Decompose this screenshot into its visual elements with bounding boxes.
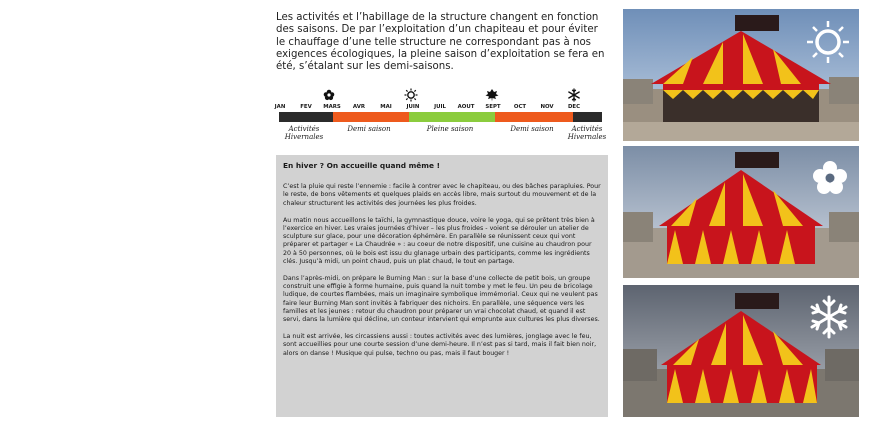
- month-label-mar: MARS: [323, 104, 341, 110]
- tent-photo-summer: [623, 9, 859, 141]
- box-paragraph: C’est la pluie qui reste l’ennemie : facile à contrer avec le chapiteau, ou des bâches parapluies. Pour le reste, de bons vêtements et quelques plaids en accès libre, mais surtout du mouvement et de la chaleur structurent les activités des journées les plus froides.: [283, 183, 601, 207]
- season-label-winter-right: Activités Hivernales: [567, 125, 607, 141]
- month-label-dec: DEC: [567, 104, 581, 110]
- month-label-feb: FEV: [300, 104, 312, 110]
- sun-icon: [404, 88, 418, 102]
- tent-photo-winter: [623, 285, 859, 417]
- month-label-apr: AVR: [352, 104, 366, 110]
- mid-season-bar-autumn: [495, 112, 573, 122]
- box-paragraph: Dans l’après-midi, on prépare le Burning Man : sur la base d’une collecte de petit bois, un groupe construit une effigie à forme humaine, puis quand la nuit tombe y met le feu. Un peu de bricolage ludique, de courtes flambées, mais un imaginaire symbolique immémorial. Ceux qui ne veulent pas faire leur Burning Man sont invités à fabriquer des nichoirs. En parallèle, une séquence vers les familles et les jeunes : retour du chaudron pour préparer un vrai chocolat chaud, et quand il est servi, dans la lumière qui décline, un conteur intervient qui emprunte aux cultures les plus diverses.: [283, 275, 600, 324]
- intro-text: [276, 12, 606, 73]
- month-label-aug: AOUT: [457, 104, 475, 110]
- box-paragraph: La nuit est arrivée, les circassiens aussi : toutes activités avec des lumières, jonglage avec le feu, sont accueillies pour une courte session d’une demi-heure. Il n’est pas si tard, mais il fait bien noir, alors on danse ! Musique qui pulse, techno ou pas, mais il faut bouger !: [283, 333, 597, 357]
- month-label-jun: JUIN: [406, 104, 420, 110]
- month-label-oct: OCT: [513, 104, 527, 110]
- winter-activities-box: [276, 155, 608, 417]
- mid-season-bar-spring: [333, 112, 409, 122]
- season-label-mid-spring: Demi saison: [347, 125, 391, 133]
- month-label-jul: JUIL: [434, 104, 446, 110]
- seasons-timeline: [276, 88, 606, 148]
- winter-bar-left: [279, 112, 333, 122]
- season-label-winter-left: Activités Hivernales: [284, 125, 324, 141]
- flower-icon: [322, 88, 336, 102]
- month-label-may: MAI: [380, 104, 392, 110]
- full-season-bar: [409, 112, 495, 122]
- box-title: En hiver ? On accueille quand même !: [283, 161, 440, 170]
- winter-bar-right: [573, 112, 602, 122]
- intro-paragraph: Les activités et l’habillage de la structure changent en fonction des saisons. De par l’exploitation d’un chapiteau et pour éviter le chauffage d’une telle structure ne correspondant pas à nos exigences écologiques, la pleine saison d’exploitation se fera en été, s’étalant sur les demi-saisons.: [276, 12, 605, 73]
- month-label-nov: NOV: [540, 104, 554, 110]
- box-paragraph: Au matin nous accueillons le taïchi, la gymnastique douce, voire le yoga, qui se prêtent très bien à l’exercice en hiver. Les vraies journées d’hiver – les plus froides - voient se dérouler un atelier de sculpture sur glace, pour une décoration éphémère. En parallèle se réunissent ceux qui vont préparer et partager « La Chaudrée » : au coeur de notre dispositif, une cuisine au chaudron pour 20 à 50 personnes, où le bois est issu du glanage urbain des participants, comme les ingrédients clés. Jusqu’à midi, un point chaud, puis un plat chaud, le tout en partage.: [283, 216, 595, 265]
- leaf-icon: [485, 88, 499, 102]
- season-label-full: Pleine saison: [426, 125, 474, 133]
- month-label-sep: SEPT: [485, 104, 501, 110]
- snowflake-icon: [567, 88, 581, 102]
- tent-photo-spring: [623, 146, 859, 278]
- season-label-mid-autumn: Demi saison: [510, 125, 554, 133]
- month-label-jan: JAN: [274, 104, 286, 110]
